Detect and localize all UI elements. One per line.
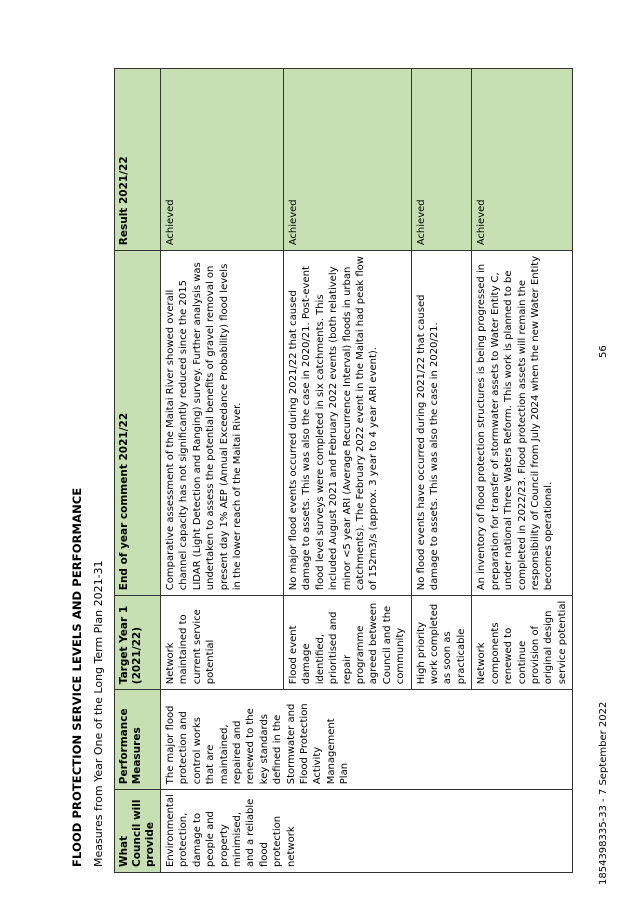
target-cell: Network maintained to current service potential — [161, 596, 284, 690]
page-title: FLOOD PROTECTION SERVICE LEVELS AND PERFORMANCE — [70, 487, 84, 867]
header-comment: End of year comment 2021/22 — [115, 251, 161, 596]
page-subtitle: Measures from Year One of the Long Term Plan 2021-31 — [92, 560, 105, 867]
header-result: Result 2021/22 — [115, 69, 161, 251]
target-cell: Network components renewed to continue provision of original design service potential — [472, 596, 573, 690]
header-target: Target Year 1 (2021/22) — [115, 596, 161, 690]
document-footer: 1854398335-33 - 7 September 2022 — [598, 701, 609, 885]
table-header-row — [115, 69, 161, 873]
provide-cell: Environmental protection, damage to people and property minimised, and a reliable flood protection network — [161, 790, 573, 873]
service-levels-table — [114, 68, 573, 873]
header-provide: What Council will provide — [115, 790, 161, 873]
comment-cell: Comparative assessment of the Maitai River showed overall channel capacity has not significantly reduced since the 2015 LIDAR (Light Detection and Ranging) survey. Further analysis was undertaken to assess the potential benefits of gravel removal on present day 1% AEP (Annual Exceedance Probability) flood levels in the lower reach of the Maitai River. — [161, 251, 284, 596]
header-measures: Performance Measures — [115, 690, 161, 790]
comment-cell: No flood events have occurred during 2021/22 that caused damage to assets. This was also the case in 2020/21. — [411, 251, 472, 596]
rotated-page — [62, 33, 622, 893]
target-cell: Flood event damage identified, prioritised and repair programme agreed between Council and the community — [284, 596, 412, 690]
result-cell: Achieved — [472, 69, 573, 251]
table-row — [161, 69, 284, 873]
comment-cell: No major flood events occurred during 2021/22 that caused damage to assets. This was also the case in 2020/21. Post-event flood level surveys were completed in six catchments. This included August 2021 and February 2022 events (both relatively minor <5 year ARI (Average Recurrence Interval) floods in urban catchments). The February 2022 event in the Maitai had peak flow of 152m3/s (approx. 3 year to 4 year ARI event). — [284, 251, 412, 596]
comment-cell: An inventory of flood protection structures is being progressed in preparation for transfer of stormwater assets to Water Entity C, under national Three Waters Reform. This work is planned to be completed in 2022/23. Flood protection assets will remain the responsibility of Council from July 2024 when the new Water Entity becomes operational. — [472, 251, 573, 596]
measure-cell: The major flood protection and control works that are maintained, repaired and renewed to the key standards defined in the Stormwater and Flood Protection Activity Management Plan — [161, 690, 573, 790]
result-cell: Achieved — [284, 69, 412, 251]
result-cell: Achieved — [411, 69, 472, 251]
page-number: 56 — [598, 345, 609, 358]
result-cell: Achieved — [161, 69, 284, 251]
target-cell: High priority work completed as soon as practicable — [411, 596, 472, 690]
